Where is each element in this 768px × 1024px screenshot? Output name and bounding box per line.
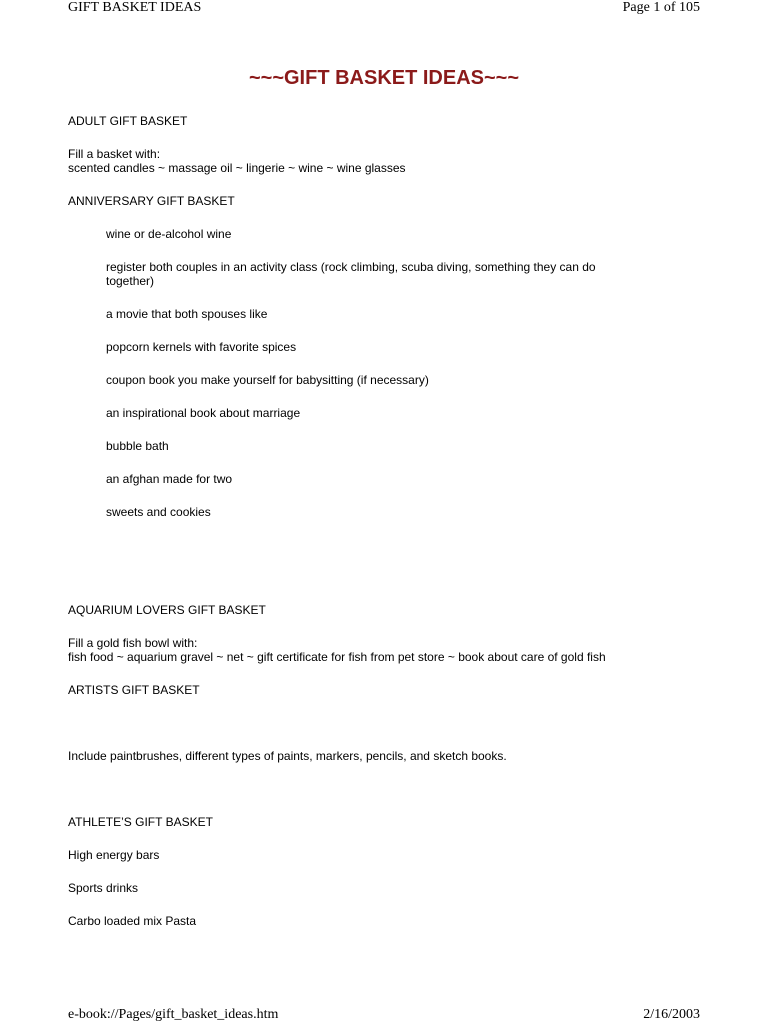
aquarium-line-2: fish food ~ aquarium gravel ~ net ~ gift certificate for fish from pet store ~ book about care of gold fish bbox=[68, 650, 606, 664]
aquarium-line-1: Fill a gold fish bowl with: bbox=[68, 636, 198, 650]
list-item: popcorn kernels with favorite spices bbox=[106, 340, 297, 354]
footer-url: e-book://Pages/gift_basket_ideas.htm bbox=[68, 1007, 279, 1022]
main-title: ~~~GIFT BASKET IDEAS~~~ bbox=[248, 67, 520, 89]
adult-line-1: Fill a basket with: bbox=[68, 147, 161, 161]
list-item: together) bbox=[106, 274, 155, 288]
adult-heading: ADULT GIFT BASKET bbox=[68, 114, 188, 128]
artists-heading: ARTISTS GIFT BASKET bbox=[68, 683, 200, 697]
list-item: bubble bath bbox=[106, 439, 169, 453]
list-item: High energy bars bbox=[68, 848, 160, 862]
list-item: a movie that both spouses like bbox=[106, 307, 268, 321]
doc-header-title: GIFT BASKET IDEAS bbox=[68, 0, 202, 15]
list-item: an afghan made for two bbox=[106, 472, 233, 486]
footer-date: 2/16/2003 bbox=[643, 1007, 700, 1022]
list-item: coupon book you make yourself for babysitting (if necessary) bbox=[106, 373, 429, 387]
adult-line-2: scented candles ~ massage oil ~ lingerie ~ wine ~ wine glasses bbox=[68, 161, 406, 175]
list-item: Carbo loaded mix Pasta bbox=[68, 914, 197, 928]
anniversary-heading: ANNIVERSARY GIFT BASKET bbox=[68, 194, 235, 208]
aquarium-heading: AQUARIUM LOVERS GIFT BASKET bbox=[68, 603, 266, 617]
list-item: wine or de-alcohol wine bbox=[106, 227, 232, 241]
page-number: Page 1 of 105 bbox=[622, 0, 700, 15]
list-item: an inspirational book about marriage bbox=[106, 406, 301, 420]
list-item: sweets and cookies bbox=[106, 505, 211, 519]
artists-line-1: Include paintbrushes, different types of paints, markers, pencils, and sketch books. bbox=[68, 749, 507, 763]
list-item: register both couples in an activity class (rock climbing, scuba diving, something they can do bbox=[106, 260, 596, 274]
athlete-heading: ATHLETE’S GIFT BASKET bbox=[68, 815, 213, 829]
list-item: Sports drinks bbox=[68, 881, 139, 895]
